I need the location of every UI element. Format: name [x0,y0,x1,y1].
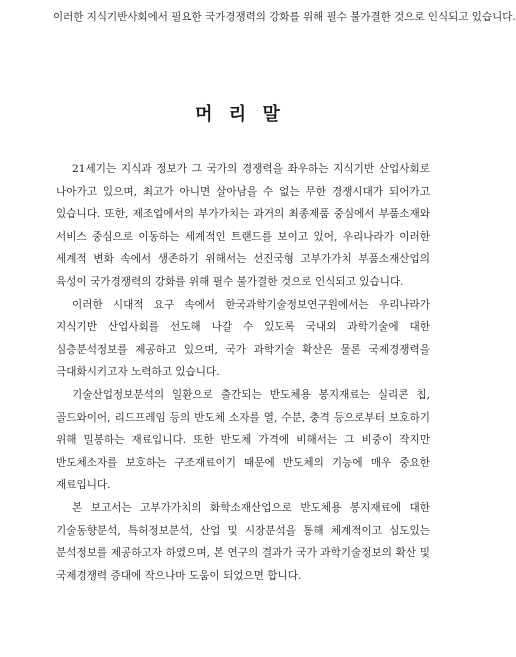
paragraph-4: 본 보고서는 고부가가치의 화학소재산업으로 반도체용 봉지재료에 대한 기술동향분석, 특허정보분석, 산업 및 시장분석을 통해 체계적이고 심도있는 분석정보를 제공하고자 하였으며, 본 연구의 결과가 국가 과학기술정보의 확산 및 국제경쟁력 증대에 작으나마 도움이 되었으면 합니다. [56,501,430,582]
preface-body [56,158,430,587]
previous-page-text: 이러한 지식기반사회에서 필요한 국가경쟁력의 강화를 위해 필수 불가결한 것으로 인식되고 있습니다. [53,11,516,23]
paragraph-3: 기술산업정보분석의 일환으로 출간되는 반도체용 봉지재료는 실리콘 칩, 골드와이어, 리드프레임 등의 반도체 소자를 열, 수분, 충격 등으로부터 보호하기 위해 밀봉하는 재료입니다. 또한 반도체 가격에 비해서는 그 비중이 작지만 반도체소자를 보호하는 구조재료이기 때문에 반도체의 기능에 매우 중요한 재료입니다. [56,388,430,492]
paragraph-2: 이러한 시대적 요구 속에서 한국과학기술정보연구원에서는 우리나라가 지식기반 산업사회를 선도해 나갈 수 있도록 국내외 과학기술에 대한 심층분석정보를 제공하고 있으며, 국가 과학기술 확산은 물론 국제경쟁력을 극대화시키고자 노력하고 있습니다. [56,298,430,379]
paragraph-1: 21세기는 지식과 정보가 그 국가의 경쟁력을 좌우하는 지식기반 산업사회로 나아가고 있으며, 최고가 아니면 살아남을 수 없는 무한 경쟁시대가 되어가고 있습니다. 또한, 제조업에서의 부가가치는 과거의 최종제품 중심에서 부품소재와 서비스 중심으로 이동하는 세계적인 트랜드를 보이고 있어, 우리나라가 이러한 세계적 변화 속에서 생존하기 위해서는 선진국형 고부가가치 부품소재산업의 육성이 국가경쟁력의 강화를 위해 필수 불가결한 것으로 인식되고 있습니다. [56,163,430,288]
page-title: 머 리 말 [195,104,285,125]
